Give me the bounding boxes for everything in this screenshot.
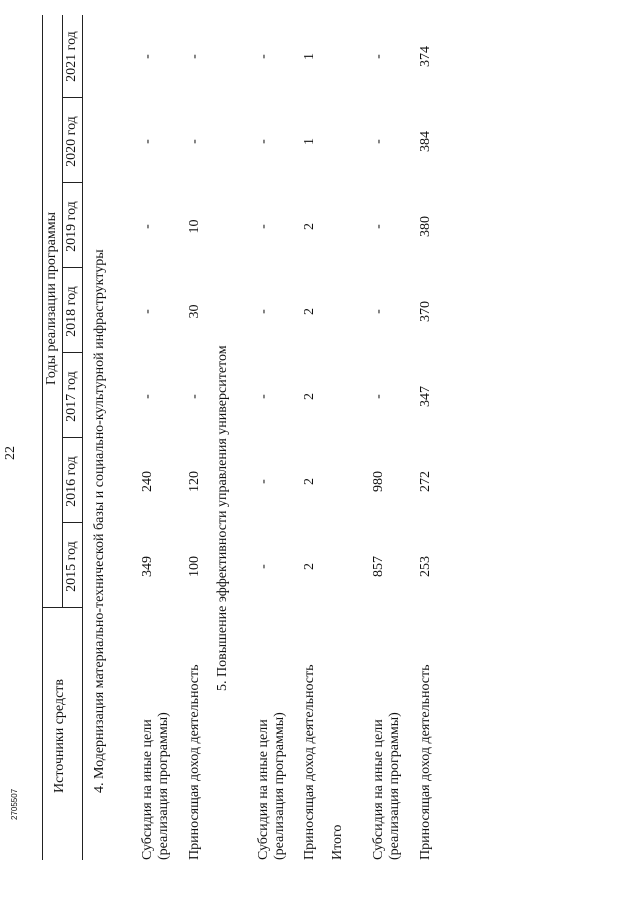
section-title: 4. Модернизация материально-технической базы и социально-культурной инфраструктуры xyxy=(92,249,107,793)
row-label-line1: Приносящая доход деятельность xyxy=(418,664,433,860)
table-cell: 10 xyxy=(187,219,202,234)
row-label xyxy=(302,664,318,860)
table-cell: - xyxy=(256,139,271,144)
table-cell: - xyxy=(140,224,155,229)
year-header-2016: 2016 год xyxy=(64,456,79,507)
year-header-2018: 2018 год xyxy=(64,286,79,337)
row-label xyxy=(140,712,172,860)
year-header-2015: 2015 год xyxy=(64,541,79,592)
table-cell: - xyxy=(140,394,155,399)
year-header-2017: 2017 год xyxy=(64,371,79,422)
table-cell: - xyxy=(256,309,271,314)
row-label-line1: Приносящая доход деятельность xyxy=(187,664,202,860)
year-divider xyxy=(62,522,82,523)
table-cell: 349 xyxy=(140,556,155,577)
table-cell: - xyxy=(371,224,386,229)
section-title: 5. Повышение эффективности управления университетом xyxy=(215,345,230,691)
header-bottom-rule xyxy=(82,15,83,860)
table-cell: 30 xyxy=(187,304,202,319)
year-divider xyxy=(62,437,82,438)
table-cell: 857 xyxy=(371,556,386,577)
table-cell: - xyxy=(256,564,271,569)
table-cell: 980 xyxy=(371,471,386,492)
table-cell: - xyxy=(256,54,271,59)
table-cell: 384 xyxy=(418,131,433,152)
years-group-rule xyxy=(62,15,63,608)
row-label-line1: Субсидия на иные цели xyxy=(256,719,271,860)
row-label-line1: Приносящая доход деятельность xyxy=(302,664,317,860)
row-label-line2: (реализация программы) xyxy=(156,712,171,860)
side-code: 2705507 xyxy=(10,788,19,820)
row-label-line2: (реализация программы) xyxy=(387,712,402,860)
header-sources: Источники средств xyxy=(52,678,67,793)
table-cell: - xyxy=(256,479,271,484)
row-label-line1: Субсидия на иные цели xyxy=(140,719,155,860)
table-cell: - xyxy=(256,224,271,229)
table-cell: 2 xyxy=(302,393,317,400)
row-label xyxy=(187,664,203,860)
table-cell: 2 xyxy=(302,563,317,570)
row-label xyxy=(418,664,434,860)
table-cell: - xyxy=(187,54,202,59)
table-cell: 374 xyxy=(418,46,433,67)
header-years-group: Годы реализации программы xyxy=(44,212,59,385)
row-label-line1: Субсидия на иные цели xyxy=(371,719,386,860)
year-divider xyxy=(62,352,82,353)
row-label-line2: (реализация программы) xyxy=(272,712,287,860)
table-cell: 100 xyxy=(187,556,202,577)
table-top-rule xyxy=(42,15,43,860)
table-cell: - xyxy=(140,54,155,59)
section-title: Итого xyxy=(330,824,345,860)
table-cell: 272 xyxy=(418,471,433,492)
row-label xyxy=(371,712,403,860)
table-cell: 120 xyxy=(187,471,202,492)
table-cell: - xyxy=(256,394,271,399)
table-cell: 1 xyxy=(302,53,317,60)
table-cell: 2 xyxy=(302,223,317,230)
table-cell: - xyxy=(371,54,386,59)
table-cell: - xyxy=(140,139,155,144)
table-cell: - xyxy=(187,139,202,144)
table-cell: 380 xyxy=(418,216,433,237)
row-label xyxy=(256,712,288,860)
table-cell: - xyxy=(187,394,202,399)
year-divider xyxy=(62,97,82,98)
table-cell: - xyxy=(140,309,155,314)
table-cell: 370 xyxy=(418,301,433,322)
table-cell: - xyxy=(371,394,386,399)
table-cell: - xyxy=(371,139,386,144)
year-header-2021: 2021 год xyxy=(64,31,79,82)
year-divider xyxy=(62,267,82,268)
year-header-2020: 2020 год xyxy=(64,116,79,167)
year-header-2019: 2019 год xyxy=(64,201,79,252)
table-cell: 253 xyxy=(418,556,433,577)
table-cell: - xyxy=(371,309,386,314)
year-divider xyxy=(62,182,82,183)
table-cell: 2 xyxy=(302,478,317,485)
page-number: 22 xyxy=(3,446,18,460)
table-cell: 2 xyxy=(302,308,317,315)
table-cell: 240 xyxy=(140,471,155,492)
table-cell: 347 xyxy=(418,386,433,407)
table-cell: 1 xyxy=(302,138,317,145)
